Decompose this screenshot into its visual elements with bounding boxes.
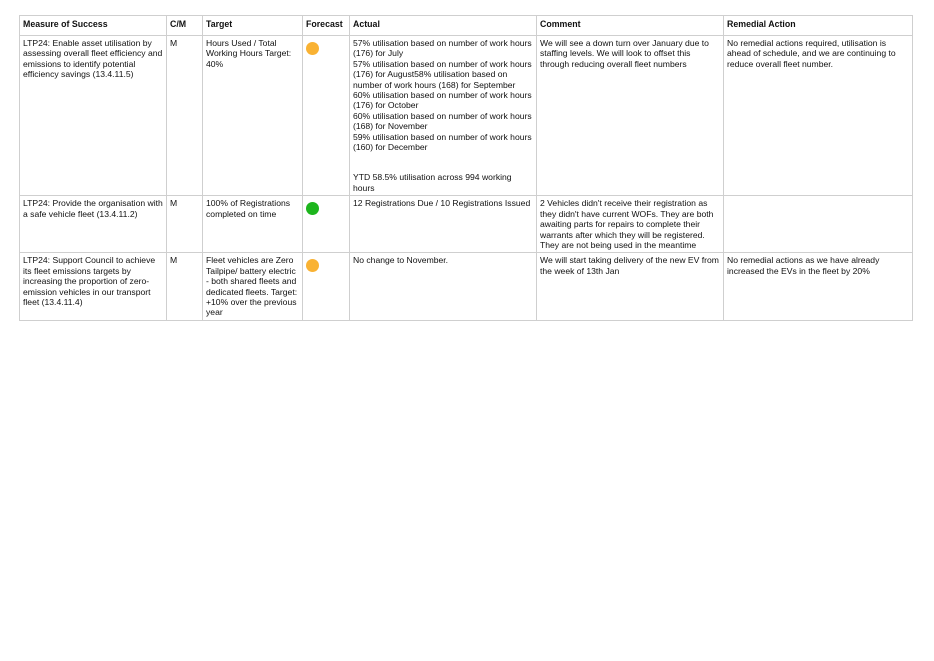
header-target: Target xyxy=(203,16,303,36)
forecast-status-dot xyxy=(306,42,319,55)
comment-cell: 2 Vehicles didn't receive their registration as they didn't have current WOFs. They are both awaiting parts for repairs to complete their warrants after which they will be registered. They are not being used in the meantime xyxy=(537,196,724,253)
actual-cell xyxy=(350,36,537,196)
forecast-status-dot xyxy=(306,259,319,272)
target-cell: 100% of Registrations completed on time xyxy=(203,196,303,253)
actual-line: 57% utilisation based on number of work hours (176) for August58% utilisation based on number of work hours (168) for September xyxy=(353,58,532,90)
measure-cell: LTP24: Enable asset utilisation by assessing overall fleet efficiency and emissions to identify potential efficiency savings (13.4.11.5) xyxy=(20,36,167,196)
actual-line: 60% utilisation based on number of work hours (168) for November xyxy=(353,110,532,132)
table-row xyxy=(20,196,913,253)
target-cell: Hours Used / Total Working Hours Target: 40% xyxy=(203,36,303,196)
measure-cell: LTP24: Provide the organisation with a safe vehicle fleet (13.4.11.2) xyxy=(20,196,167,253)
header-remedial: Remedial Action xyxy=(724,16,913,36)
header-actual: Actual xyxy=(350,16,537,36)
cm-cell: M xyxy=(167,196,203,253)
header-cm: C/M xyxy=(167,16,203,36)
performance-table xyxy=(19,15,913,321)
remedial-cell: No remedial actions required, utilisation is ahead of schedule, and we are continuing to reduce overall fleet number. xyxy=(724,36,913,196)
actual-ytd: YTD 58.5% utilisation across 994 working hours xyxy=(353,172,512,193)
cm-cell: M xyxy=(167,253,203,320)
measure-cell: LTP24: Support Council to achieve its fleet emissions targets by increasing the proportion of zero-emission vehicles in our transport fleet (13.4.11.4) xyxy=(20,253,167,320)
remedial-cell xyxy=(724,196,913,253)
actual-cell: 12 Registrations Due / 10 Registrations Issued xyxy=(350,196,537,253)
actual-line: 57% utilisation based on number of work hours (176) for July xyxy=(353,38,532,59)
actual-line: 59% utilisation based on number of work hours (160) for December xyxy=(353,131,532,153)
remedial-cell: No remedial actions as we have already increased the EVs in the fleet by 20% xyxy=(724,253,913,320)
table-row xyxy=(20,253,913,320)
header-measure: Measure of Success xyxy=(20,16,167,36)
forecast-cell xyxy=(303,253,350,320)
header-forecast: Forecast xyxy=(303,16,350,36)
forecast-cell xyxy=(303,196,350,253)
comment-cell: We will see a down turn over January due to staffing levels. We will look to offset this through reducing overall fleet numbers xyxy=(537,36,724,196)
forecast-status-dot xyxy=(306,202,319,215)
target-cell: Fleet vehicles are Zero Tailpipe/ battery electric - both shared fleets and dedicated fleets. Target: +10% over the previous year xyxy=(203,253,303,320)
table-row xyxy=(20,36,913,196)
comment-cell: We will start taking delivery of the new EV from the week of 13th Jan xyxy=(537,253,724,320)
actual-cell: No change to November. xyxy=(350,253,537,320)
actual-line: 60% utilisation based on number of work hours (176) for October xyxy=(353,90,532,111)
header-row xyxy=(20,16,913,36)
cm-cell: M xyxy=(167,36,203,196)
forecast-cell xyxy=(303,36,350,196)
header-comment: Comment xyxy=(537,16,724,36)
